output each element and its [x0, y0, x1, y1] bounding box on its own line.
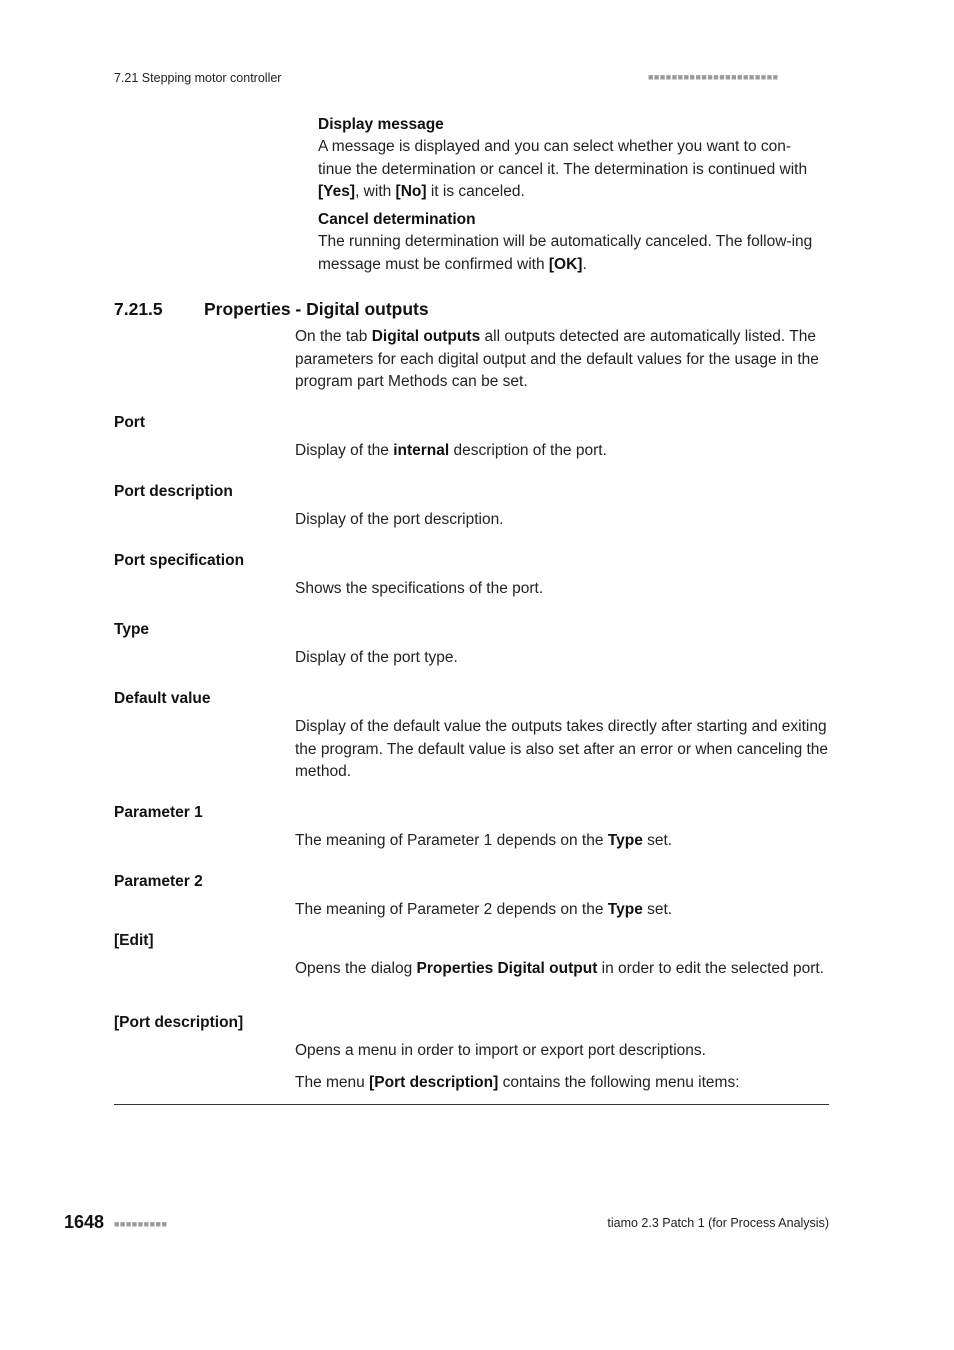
param-label-port-specification: Port specification — [114, 552, 245, 569]
intro-item-title: Cancel determination — [318, 211, 476, 228]
param-label-port-description: Port description — [114, 483, 233, 500]
section-intro: On the tab Digital outputs all outputs detected are automatically listed. The parameters for each digital output and the default values for the usage in the program part Methods can be set. — [295, 328, 819, 390]
running-header-chapter: 7.21 Stepping motor controller — [114, 71, 282, 85]
param-desc-edit: Opens the dialog Properties Digital output in order to edit the selected port. — [295, 960, 824, 977]
param-label-port: Port — [114, 414, 145, 431]
header-decorative-dots: ■■■■■■■■■■■■■■■■■■■■■■ — [648, 72, 779, 82]
param-label-parameter-2: Parameter 2 — [114, 873, 203, 890]
param-desc-port-specification: Shows the specifications of the port. — [295, 580, 544, 597]
emphasis-term: Digital outputs — [371, 328, 481, 345]
param-desc-type: Display of the port type. — [295, 649, 458, 666]
intro-item-text: The running determination will be automatically canceled. The follow-ing message must be confirmed with [OK]. — [318, 233, 813, 273]
param-label-default-value: Default value — [114, 690, 211, 707]
footer-product: tiamo 2.3 Patch 1 (for Process Analysis) — [607, 1216, 829, 1230]
emphasis-term: Type — [607, 832, 643, 849]
param-desc-port-description-button: Opens a menu in order to import or export port descriptions. — [295, 1042, 706, 1059]
section-heading — [114, 299, 429, 320]
param-desc-parameter-1: The meaning of Parameter 1 depends on the Type set. — [295, 832, 673, 849]
section-title: Properties - Digital outputs — [204, 299, 429, 319]
emphasis-term: [Port description] — [369, 1074, 499, 1091]
param-desc-port-description-menu: The menu [Port description] contains the following menu items: — [295, 1074, 740, 1091]
page-number: 1648 — [64, 1212, 105, 1232]
param-label-edit: [Edit] — [114, 932, 154, 949]
emphasis-term: Type — [607, 901, 643, 918]
emphasis-term: Properties Digital output — [416, 960, 598, 977]
param-label-type: Type — [114, 621, 150, 638]
section-number: 7.21.5 — [114, 299, 163, 319]
emphasis-term: [OK] — [548, 255, 583, 273]
param-desc-port: Display of the internal description of the port. — [295, 442, 607, 459]
emphasis-term: internal — [393, 442, 450, 459]
intro-definition-list-2 — [318, 209, 828, 276]
intro-definition-list — [318, 114, 828, 204]
emphasis-term: [No] — [395, 183, 427, 200]
footer-decorative-dots: ■■■■■■■■■ — [114, 1219, 168, 1229]
param-desc-default-value: Display of the default value the outputs takes directly after starting and exiting the program. The default value is also set after an error or when canceling the method. — [295, 718, 829, 780]
intro-item-text: A message is displayed and you can select whether you want to con-tinue the determination or cancel it. The determination is continued with [Yes], with [No] it is canceled. — [318, 138, 808, 200]
section-divider — [114, 1104, 829, 1105]
param-label-port-description-button: [Port description] — [114, 1014, 244, 1031]
param-desc-port-description: Display of the port description. — [295, 511, 504, 528]
emphasis-term: [Yes] — [318, 183, 356, 200]
param-desc-parameter-2: The meaning of Parameter 2 depends on the Type set. — [295, 901, 673, 918]
param-label-parameter-1: Parameter 1 — [114, 804, 203, 821]
intro-item-title: Display message — [318, 116, 444, 133]
